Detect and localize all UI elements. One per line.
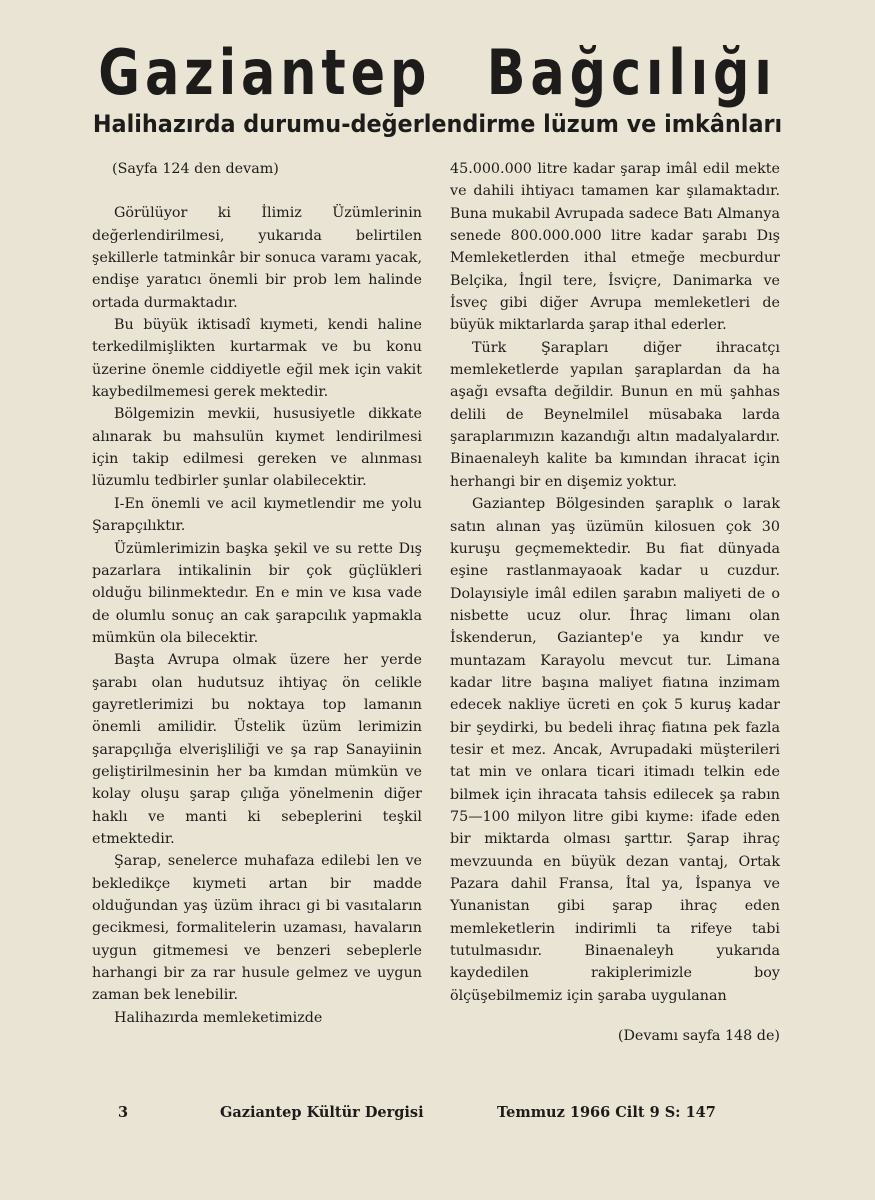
continued-from-note: (Sayfa 124 den devam) [112,161,279,177]
paragraph: Üzümlerimizin başka şekil ve su rette Dış pazarlara intikalinin bir çok güçlükleri olduğu bilinmektedır. En e min ve kısa vade de olumlu sonuç an cak şarapcılık yapmakla mümkün ola bilecektir. [92,540,422,646]
page-number: 3 [118,1104,129,1121]
paragraph: Halihazırda memleketimizde [114,1009,323,1026]
paragraph: Şarap, senelerce muhafaza edilebi len ve bekledikçe kıymeti artan bir madde olduğundan yaş üzüm ihracı gi bi vasıtaların gecikmesi, formalitelerin uzaması, havaların uygun gitmemesi ve benzeri sebeplerle harhangi bir za rar husule gelmez ve uygun zaman bek lenebilir. [92,853,422,1004]
paragraph: Başta Avrupa olmak üzere her yerde şarabı olan hudutsuz ihtiyaç ön celikle gayretlerimizi bu noktaya top lamanın önemli amilidir. Üstelik üzüm lerimizin şarapçılığa elverişliliği ve şa rap Sanayiinin geliştirilmesinin her ba kımdan mümkün ve kolay oluşu şarap çılığa yönelmenin diğer haklı ve manti ki sebeplerini teşkil etmektedir. [92,652,422,847]
article-subtitle: Halihazırda durumu-değerlendirme lüzum ve imkânları [92,110,783,138]
paragraph: Türk Şarapları diğer ihracatçı memleketlerde yapılan şaraplardan da ha aşağı evsafta değildir. Bunun en mü şahhas delili de Beynelmilel müsabaka larda şaraplarımızın kazandığı altın madalyalardır. Binaenaleyh kalite ba kımından ihracat için herhangi bir en dişemiz yoktur. [450,339,780,490]
continued-on-note: (Devamı sayfa 148 de) [617,1028,780,1045]
paragraph: Bu büyük iktisadî kıymeti, kendi haline terkedilmişlikten kurtarmak ve bu konu üzerine önemle ciddiyetle eğil mek için vakit kaybedilmemesi gerek mektedir. [92,317,422,401]
paragraph: Bölgemizin mevkii, hususiyetle dikkate alınarak bu mahsulün kıymet lendirilmesi için takip edilmesi gereken ve alınması lüzumlu tedbirler şunlar olabilecektir. [92,406,422,490]
publication-name: Gaziantep Kültür Dergisi [220,1104,424,1121]
paragraph: I-En önemli ve acil kıymetlendir me yolu Şarapçılıktır. [92,495,422,535]
paragraph: Gaziantep Bölgesinden şaraplık o larak satın alınan yaş üzümün kilosuen çok 30 kuruşu geçmemektedir. Bu fiat dünyada eşine rastlanmayaoak kadar u cuzdur. Dolayısiyle imâl edilen şarabın maliyeti de o nisbette ucuz olur. İhraç limanı olan İskenderun, Gaziantep'e ya kındır ve muntazam Karayolu mevcut tur. Limana kadar litre başına maliyet fiatına inzimam edecek nakliye ücreti en çok 5 kuruş kadar bir şeydirki, bu bedeli ihraç fiatına pek fazla tesir et mez. Ancak, Avrupadaki müşterileri tat min ve onlara ticari itimadı telkin ede bilmek için ihracata tahsis edilecek şa rabın 75—100 milyon litre gibi kıyme: ifade eden bir miktarda olması şarttır. Şarap ihraç mevzuunda en büyük dezan vantaj, Ortak Pazara dahil Fransa, İtal ya, İspanya ve Yunanistan gibi şarap ihraç eden memleketlerin indirimli ta rifeye tabi tutulmasıdır. Binaenaleyh yukarıda kaydedilen rakiplerimizle boy ölçüşebilmemiz için şaraba uygulanan [450,496,780,1004]
issue-info: Temmuz 1966 Cilt 9 S: 147 [497,1104,716,1121]
left-column [92,158,422,1029]
paragraph: 45.000.000 litre kadar şarap imâl edil mekte ve dahili ihtiyacı tamamen kar şılamaktadır. Buna mukabil Avrupada sadece Batı Almanya senede 800.000.000 litre kadar şarabı Dış Memleketlerden ithal etmeğe mecburdur Belçika, İngil tere, İsviçre, Danimarka ve İsveç gibi diğer Avrupa memleketleri de büyük miktarlarda şarap ithal ederler. [450,161,780,334]
right-column [450,158,780,1047]
paragraph: Görülüyor ki İlimiz Üzümlerinin değerlendirilmesi, yukarıda belirtilen şekillerle tatminkâr bir sonuca varamı yacak, endişe yaratıcı önemli bir prob lem halinde ortada durmaktadır. [92,205,422,311]
article-title: Gaziantep Bağcılığı [98,36,777,109]
